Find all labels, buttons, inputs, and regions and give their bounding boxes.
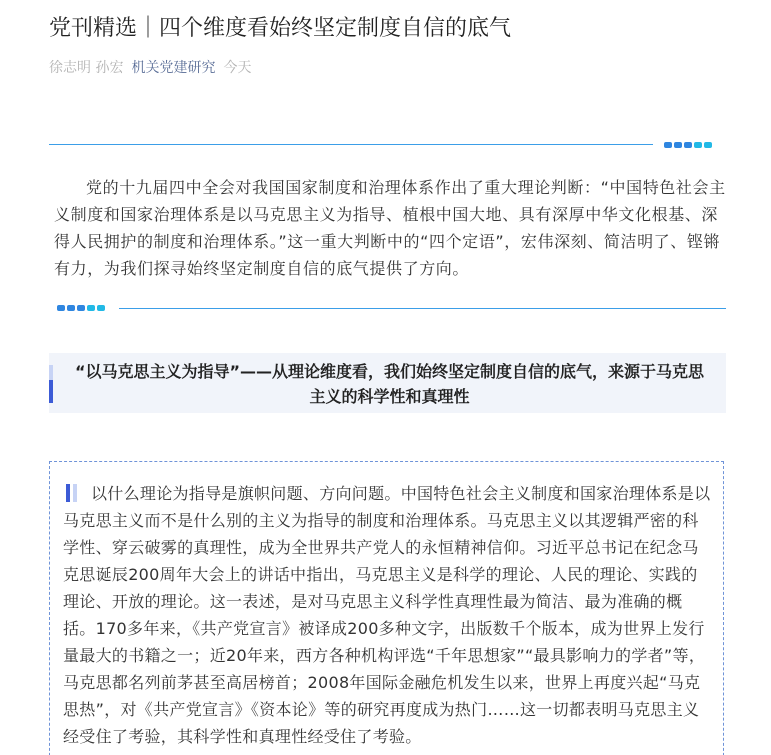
article-author: 徐志明 孙宏 — [49, 60, 124, 76]
article-title: 党刊精选｜四个维度看始终坚定制度自信的底气 — [49, 16, 512, 41]
middle-divider-line — [119, 308, 726, 309]
decorative-dots-middle — [57, 305, 113, 311]
publish-date: 今天 — [223, 60, 252, 76]
article-meta — [49, 58, 251, 78]
section-body-text: 以什么理论为指导是旗帜问题、方向问题。中国特色社会主义制度和国家治理体系是以马克思主义而不是什么别的主义为指导的制度和治理体系。马克思主义以其逻辑严密的科学性、穿云破雾的真理性，成为全世界共产党人的永恒精神信仰。习近平总书记在纪念马克思诞辰200周年大会上的讲话中指出，马克思主义是科学的理论、人民的理论、实践的理论、开放的理论。这一表述，是对马克思主义科学性真理性最为简洁、最为准确的概括。170多年来，《共产党宣言》被译成200多种文字，出版数千个版本，成为世界上发行量最大的书籍之一；近20年来，西方各种机构评选“千年思想家”“最具影响力的学者”等，马克思都名列前茅甚至高居榜首；2008年国际金融危机发生以来，世界上再度兴起“马克思热”，对《共产党宣言》《资本论》等的研究再度成为热门……这一切都表明马克思主义经受住了考验，其科学性和真理性经受住了考验。 — [63, 484, 711, 746]
heading-accent-bar — [49, 365, 53, 403]
section-heading-banner — [49, 353, 726, 413]
decorative-dots-top — [664, 142, 720, 148]
section-body-box — [49, 461, 724, 755]
section-heading: “以马克思主义为指导”——从理论维度看，我们始终坚定制度自信的底气，来源于马克思主义的科学性和真理性 — [74, 362, 705, 406]
top-divider-line — [49, 144, 653, 145]
intro-paragraph: 党的十九届四中全会对我国国家制度和治理体系作出了重大理论判断：“中国特色社会主义制度和国家治理体系是以马克思主义为指导、植根中国大地、具有深厚中华文化根基、深得人民拥护的制度和治理体系。”这一重大判断中的“四个定语”，宏伟深刻、简洁明了、铿锵有力，为我们探寻始终坚定制度自信的底气提供了方向。 — [54, 178, 726, 278]
account-name-link[interactable]: 机关党建研究 — [131, 60, 216, 76]
